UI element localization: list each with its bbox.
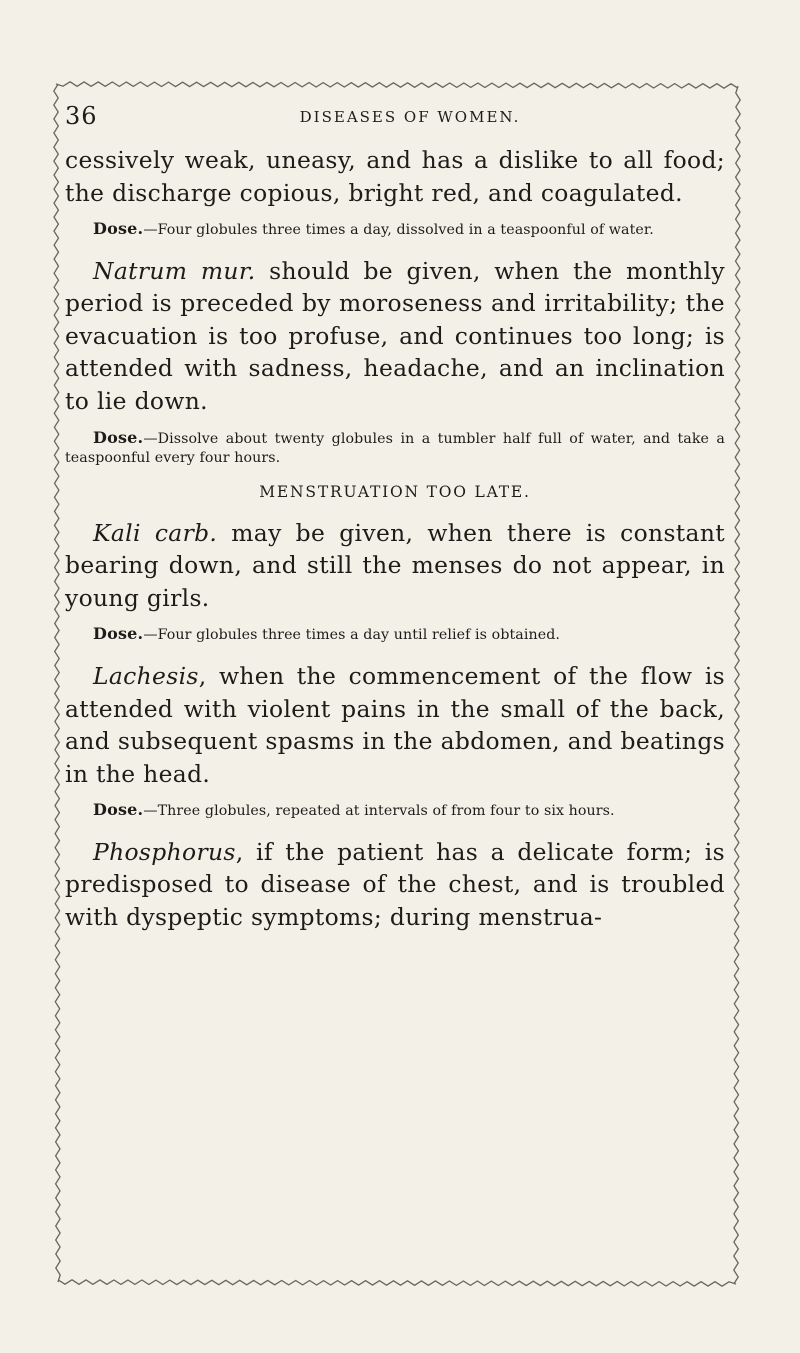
page-number: 36: [65, 102, 98, 130]
book-page: [50, 78, 742, 1290]
running-head: DISEASES OF WOMEN.: [299, 108, 521, 126]
page-header: [65, 96, 725, 144]
dose-note: [65, 428, 725, 469]
paragraph-natrum: [65, 255, 725, 418]
remedy-name: Natrum mur.: [93, 256, 256, 285]
remedy-name: Lachesis: [93, 661, 199, 690]
dose-text: —Four globules three times a day until relief is obtained.: [143, 627, 561, 644]
remedy-name: Phosphorus: [93, 837, 236, 866]
dose-text: —Three globules, repeated at intervals of from four to six hours.: [143, 803, 615, 820]
dose-label: Dose.: [93, 800, 144, 820]
dose-label: Dose.: [93, 624, 144, 644]
paragraph-continued: cessively weak, uneasy, and has a dislike to all food; the discharge copious, bright red, and coagulated.: [65, 146, 725, 207]
dose-note: [65, 624, 725, 646]
dose-note: [65, 800, 725, 822]
paragraph-kali: [65, 517, 725, 615]
paragraph-phosphorus: [65, 836, 725, 934]
dose-text: —Four globules three times a day, dissolved in a teaspoonful of water.: [143, 222, 654, 239]
paragraph-text: , when the commencement of the flow is attended with violent pains in the small of the back, and subsequent spasms in the abdomen, and beatings in the head.: [65, 661, 725, 788]
page-content: [65, 96, 725, 934]
paragraph-text: , if the patient has a delicate form; is predisposed to disease of the chest, and is troubled with dyspeptic symptoms; during menstrua-: [65, 837, 725, 931]
section-heading: MENSTRUATION TOO LATE.: [259, 482, 531, 501]
dose-label: Dose.: [93, 427, 144, 447]
paragraph-lachesis: [65, 660, 725, 790]
paragraph-text: may be given, when there is constant bearing down, and still the menses do not appear, in young girls.: [65, 518, 726, 612]
dose-note: [65, 219, 725, 241]
dose-label: Dose.: [93, 219, 144, 239]
dose-text: —Dissolve about twenty globules in a tumbler half full of water, and take a teaspoonful every four hours.: [65, 430, 725, 467]
paragraph-text: should be given, when the monthly period is preceded by moroseness and irritability; the evacuation is too profuse, and continues too long; is attended with sadness, headache, and an inclination to lie down.: [65, 256, 725, 416]
remedy-name: Kali carb.: [93, 518, 218, 547]
